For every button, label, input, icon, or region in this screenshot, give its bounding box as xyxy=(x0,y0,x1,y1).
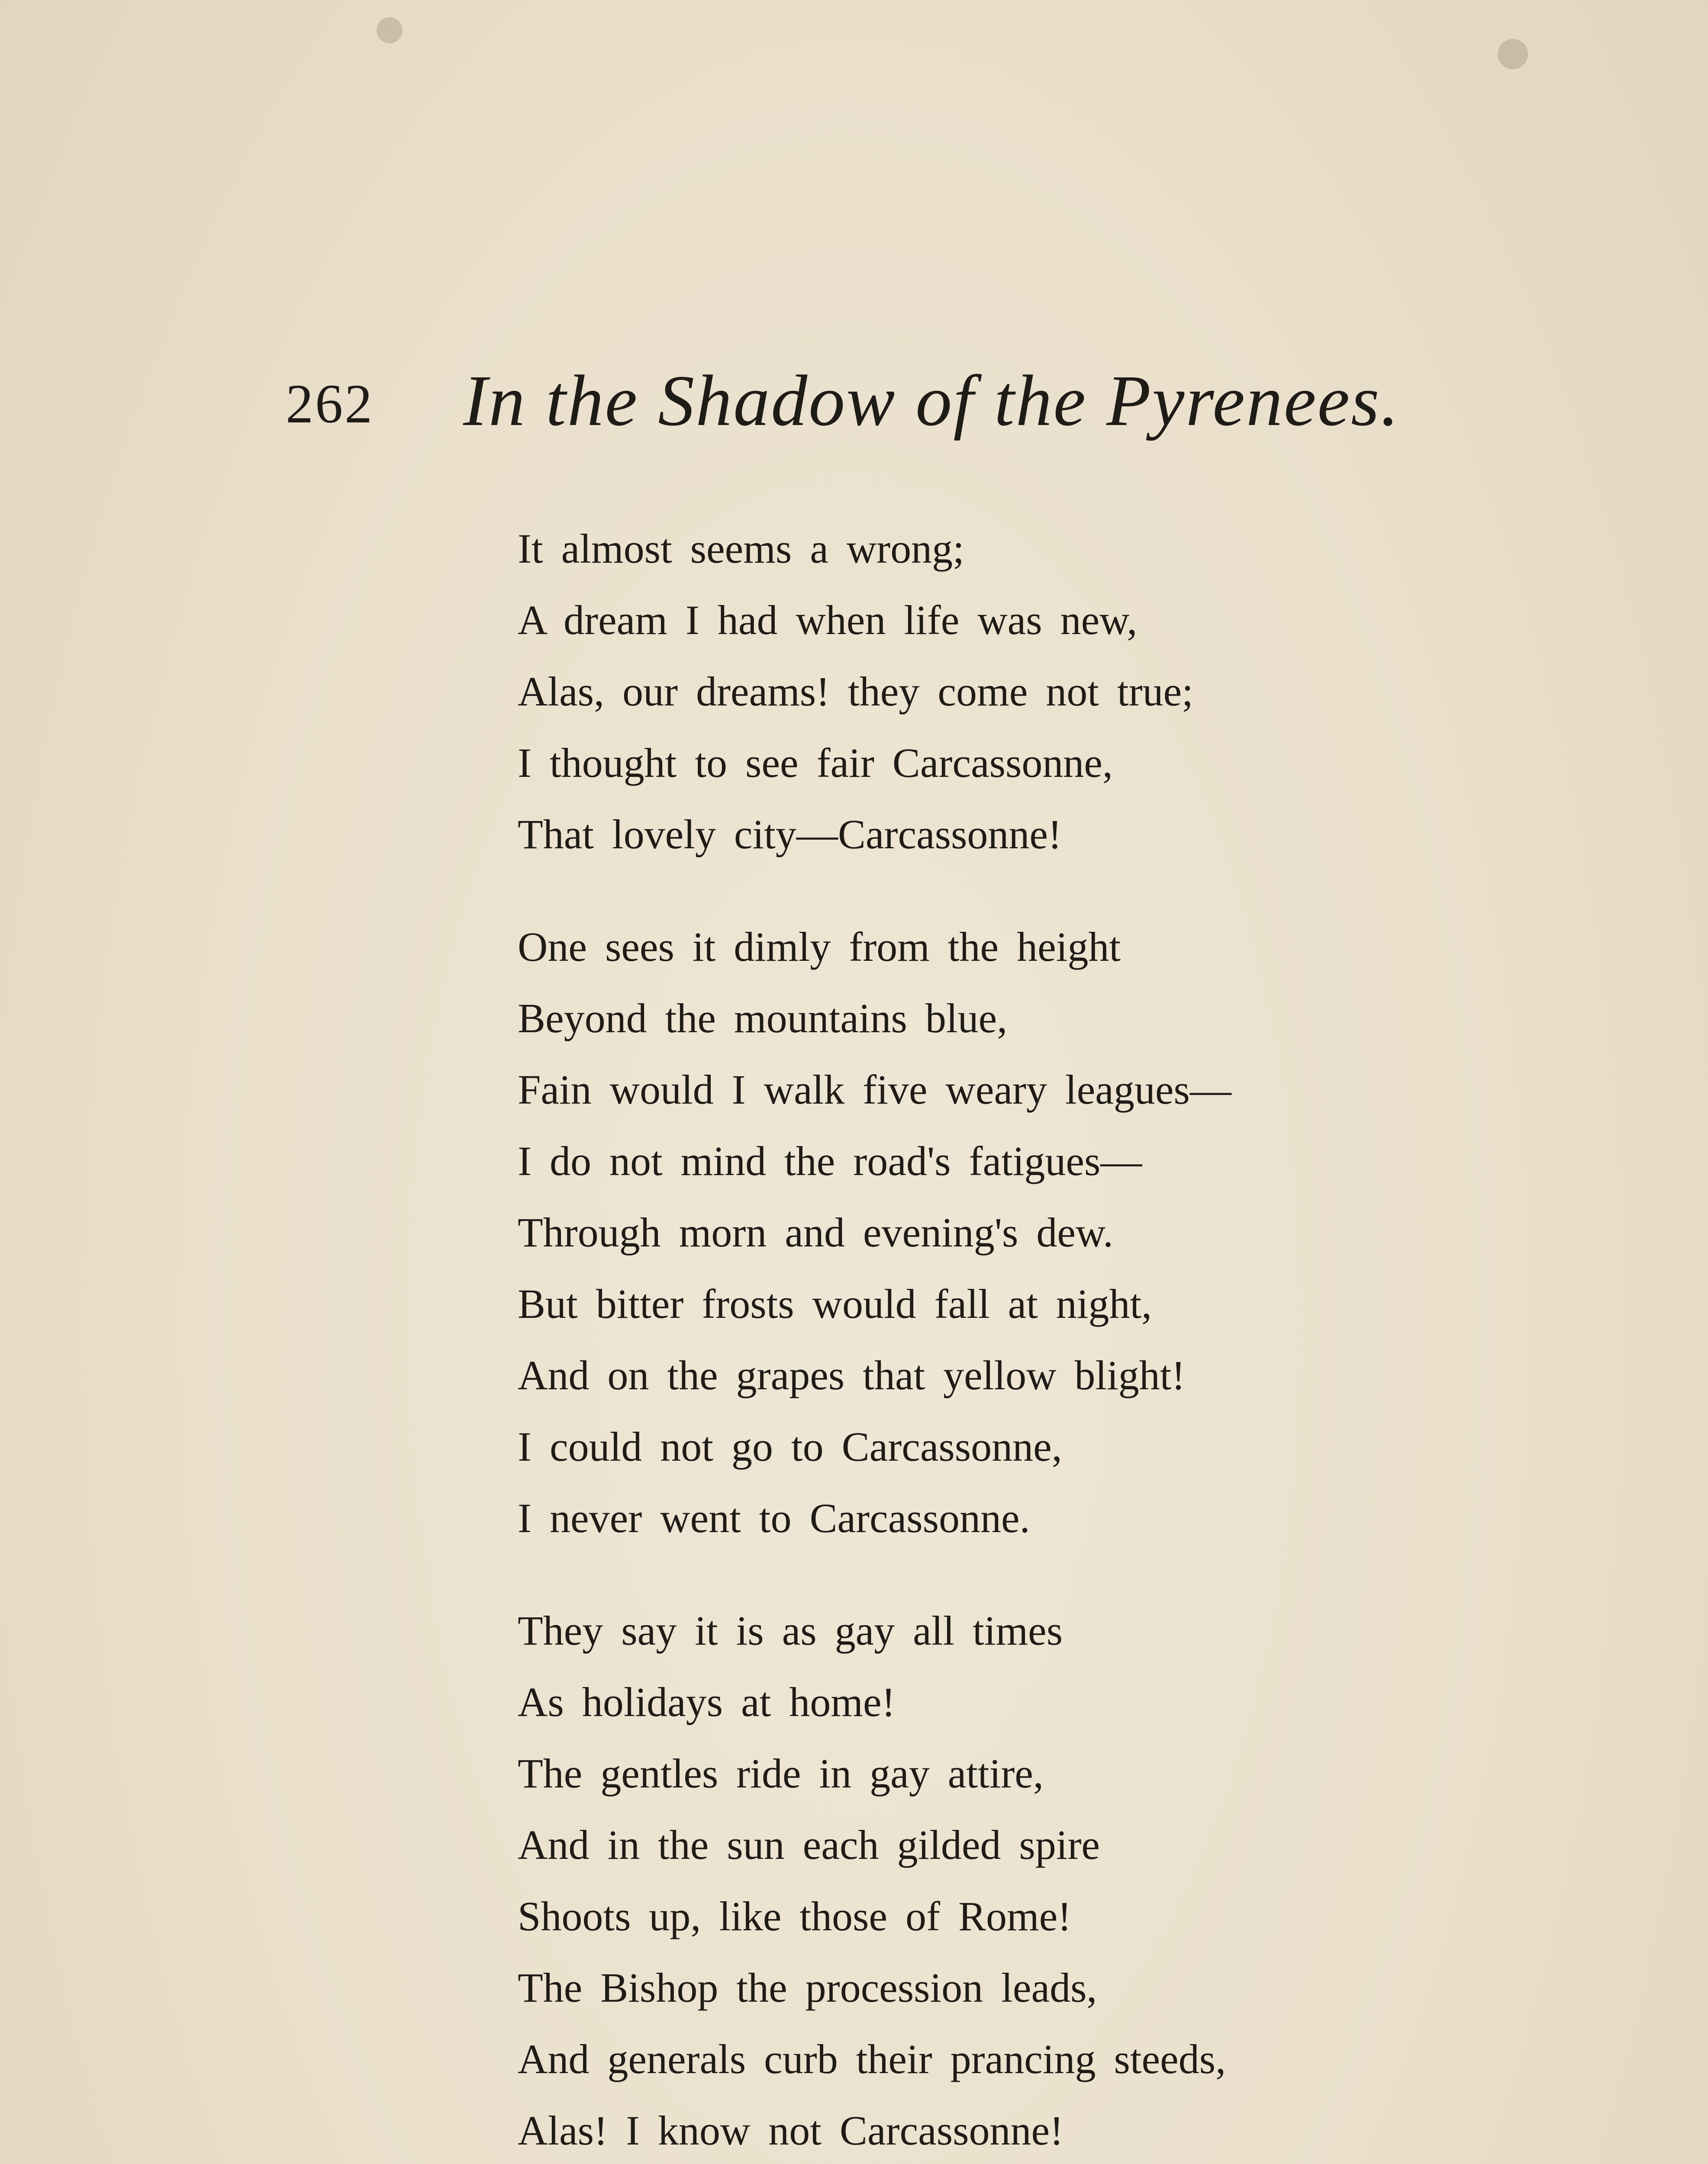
poem-line: That lovely city—Carcassonne! xyxy=(518,811,1062,857)
page-number: 262 xyxy=(286,373,374,435)
poem-line: I could not go to Carcassonne, xyxy=(518,1423,1062,1470)
poem-line: It almost seems a wrong; xyxy=(518,525,964,572)
poem-line: But bitter frosts would fall at night, xyxy=(518,1281,1152,1327)
poem-line: Shoots up, like those of Rome! xyxy=(518,1893,1072,1939)
poem-line: And generals curb their prancing steeds, xyxy=(518,2036,1226,2082)
poem-line: Beyond the mountains blue, xyxy=(518,995,1008,1041)
poem-line: Fain would I walk five weary leagues— xyxy=(518,1066,1231,1113)
poem-line: I never went to Carcassonne. xyxy=(518,1495,1030,1541)
stanza xyxy=(518,513,1492,870)
poem-line: The Bishop the procession leads, xyxy=(518,1964,1097,2011)
poem-line: I thought to see fair Carcassonne, xyxy=(518,740,1113,786)
poem-line: As holidays at home! xyxy=(518,1679,896,1725)
running-title: In the Shadow of the Pyrenees. xyxy=(463,361,1400,441)
poem-line: A dream I had when life was new, xyxy=(518,597,1138,643)
poem-line: And in the sun each gilded spire xyxy=(518,1822,1100,1868)
poem-line: Through morn and evening's dew. xyxy=(518,1209,1114,1256)
poem-line: And on the grapes that yellow blight! xyxy=(518,1352,1186,1398)
poem-line: I do not mind the road's fatigues— xyxy=(518,1138,1142,1184)
poem-line: They say it is as gay all times xyxy=(518,1607,1063,1654)
poem-line: The gentles ride in gay attire, xyxy=(518,1750,1044,1797)
paper-speck xyxy=(377,17,403,43)
stanza xyxy=(518,911,1492,1554)
page-header xyxy=(286,359,1489,441)
stanza xyxy=(518,1595,1492,2164)
poem-line: Alas, our dreams! they come not true; xyxy=(518,668,1193,715)
paper-speck xyxy=(1498,39,1528,69)
poem-line: Alas! I know not Carcassonne! xyxy=(518,2107,1064,2154)
poem xyxy=(518,513,1492,2164)
poem-line: One sees it dimly from the height xyxy=(518,924,1121,970)
